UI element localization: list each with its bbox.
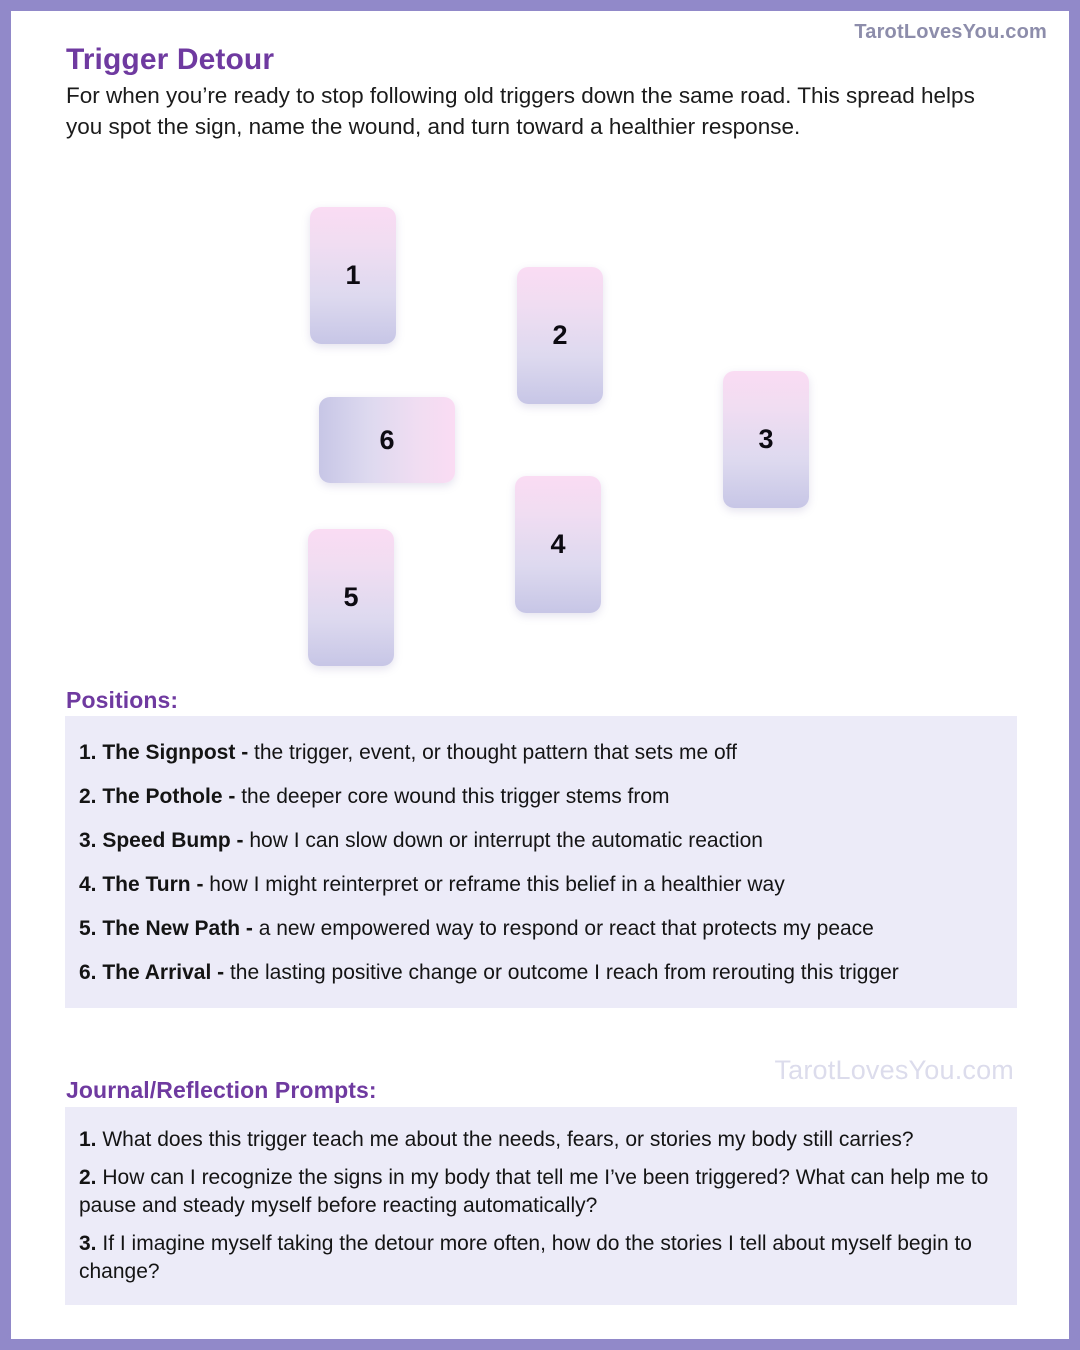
position-dash: - xyxy=(241,740,255,764)
prompt-number: 3. xyxy=(79,1232,103,1255)
card-number-label: 6 xyxy=(379,424,395,455)
card-number-label: 2 xyxy=(552,320,568,350)
card-number-label: 4 xyxy=(550,529,566,559)
tarot-card-4[interactable] xyxy=(515,476,601,613)
position-dash: - xyxy=(236,828,250,852)
position-dash: - xyxy=(228,784,242,808)
journal-prompts-list xyxy=(65,1107,1017,1305)
position-name: 4. The Turn xyxy=(79,872,197,896)
positions-heading: Positions: xyxy=(66,687,179,713)
position-item xyxy=(79,730,1003,774)
position-description: a new empowered way to respond or react that protects my peace xyxy=(258,916,874,940)
watermark-middle: TarotLovesYou.com xyxy=(774,1055,1014,1085)
prompt-text: What does this trigger teach me about the needs, fears, or stories my body still carries? xyxy=(102,1128,914,1151)
journal-prompt-item xyxy=(79,1121,1003,1159)
position-item xyxy=(79,862,1003,906)
tarot-card-6[interactable] xyxy=(319,397,455,483)
card-number-label: 5 xyxy=(343,582,359,612)
card-number-label: 3 xyxy=(758,424,774,454)
position-name: 5. The New Path xyxy=(79,916,246,940)
tarot-card-1[interactable] xyxy=(310,207,396,344)
journal-prompt-item xyxy=(79,1225,1003,1291)
position-description: how I might reinterpret or reframe this belief in a healthier way xyxy=(209,872,785,896)
prompt-text: How can I recognize the signs in my body that tell me I’ve been triggered? What can help me to pause and steady myself before reacting automatically? xyxy=(79,1166,989,1217)
card-number-label: 1 xyxy=(345,260,361,290)
position-item xyxy=(79,818,1003,862)
position-description: the deeper core wound this trigger stems from xyxy=(241,784,670,808)
position-item xyxy=(79,774,1003,818)
spread-description: For when you’re ready to stop following old triggers down the same road. This spread helps you spot the sign, name the wound, and turn toward a healthier response. xyxy=(66,83,975,139)
positions-list xyxy=(65,716,1017,1008)
position-item xyxy=(79,906,1003,950)
card-spread-layout xyxy=(11,181,1069,686)
position-name: 6. The Arrival xyxy=(79,960,218,984)
position-item xyxy=(79,950,1003,994)
journal-prompt-item xyxy=(79,1159,1003,1225)
watermark-top: TarotLovesYou.com xyxy=(854,21,1047,43)
position-name: 3. Speed Bump xyxy=(79,828,237,852)
prompt-number: 1. xyxy=(79,1128,103,1151)
position-dash: - xyxy=(217,960,230,984)
prompt-text: If I imagine myself taking the detour more often, how do the stories I tell about myself begin to change? xyxy=(79,1232,972,1283)
prompts-heading: Journal/Reflection Prompts: xyxy=(66,1077,377,1103)
position-name: 2. The Pothole xyxy=(79,784,229,808)
position-description: how I can slow down or interrupt the automatic reaction xyxy=(249,828,763,852)
position-description: the trigger, event, or thought pattern that sets me off xyxy=(254,740,737,764)
position-dash: - xyxy=(196,872,210,896)
tarot-card-5[interactable] xyxy=(308,529,394,666)
position-name: 1. The Signpost xyxy=(79,740,242,764)
page-title: Trigger Detour xyxy=(66,43,275,76)
position-description: the lasting positive change or outcome I reach from rerouting this trigger xyxy=(229,960,899,984)
tarot-card-3[interactable] xyxy=(723,371,809,508)
prompt-number: 2. xyxy=(79,1166,103,1189)
page-sheet xyxy=(11,11,1069,1339)
tarot-card-2[interactable] xyxy=(517,267,603,404)
position-dash: - xyxy=(245,916,259,940)
